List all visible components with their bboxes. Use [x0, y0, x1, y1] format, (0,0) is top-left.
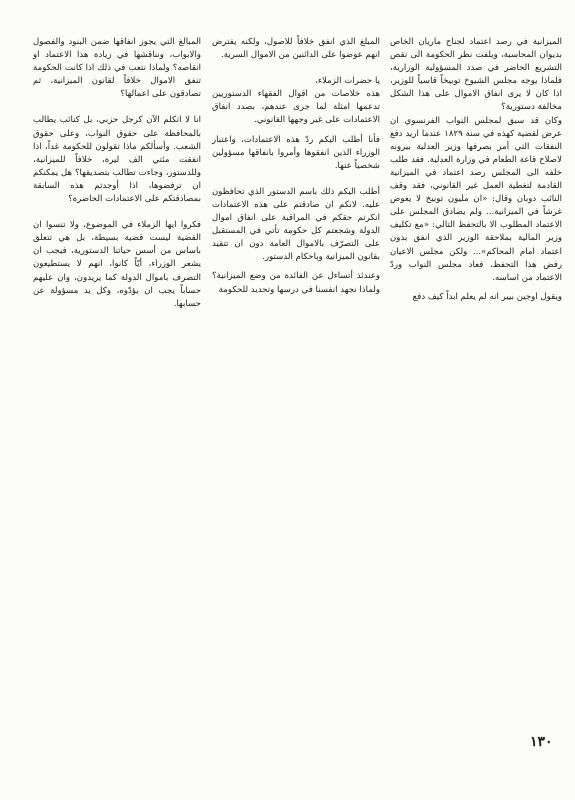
paragraph: فأنا أطلب اليكم ردّ هذه الاعتمادات، واعتبار الوزراء الذين انفقوها وأمروا بانفاقها مسؤولين شخصياً عنها. — [212, 134, 380, 171]
paragraph: انا لا اتكلم الآن كرجل حزبي، بل كنائب يطالب بالمحافظة على حقوق النواب، وعلى حقوق الشعب. وأسألكم ماذا تقولون للحكومة غداً، اذا انفقت مئتي الف ليرة، خلافاً للميزانية، وللدستور، وجاءت تطالب بتصديقها؟ هل يمكنكم ان ترفضوها، اذا أوجدتم هذه السابقة بمصادقتكم على الاعتمادات الحاضرة؟ — [33, 115, 201, 205]
paragraph: وعندئذ أتساءل عن الفائدة من وضع الميزانية؟ ولماذا نجهد انفسنا في درسها وتحديد للحكومة — [212, 271, 380, 295]
paragraph: أطلب اليكم ذلك باسم الدستور الذي تحافظون عليه. لانكم ان صادقتم على هذه الاعتمادات انكرتم حقكم في المراقبة على انفاق اموال الدولة وشجعتم كل حكومة تأتي في المستقبل على التصرّف بالاموال العامة دون ان تتقيد بقانون الميزانية وباحكام الدستور. — [212, 186, 380, 263]
text-column-right — [390, 36, 562, 304]
text-column-left — [33, 36, 201, 311]
salutation: يا حضرات الزملاء، — [315, 76, 380, 87]
paragraph: وكان قد سبق لمجلس النواب الفرنسوي ان عرض لقضية كهذه في سنة ١٨٢٩ عندما اريد دفع النفقات التي أمر بصرفها وزير العدلية بيرونه لاصلاح قاعة الطعام في وزارة العدلية. فقد طلب خلفه الى المجلس رصد اعتماد في الميزانية القادمة لتغطية العمل غير القانوني، فقد وقف النائب دوبان وقال: «ان مليون توبيخ لا يعوض غرشاً في الميزانية... ولم يصادق المجلس على الاعتماد المطلوب الا بالتحفظ التالي: «مع تكليف وزير المالية بملاحقة الوزير الذي انفق بدون اعتماد امام المحاكم»... ولكن مجلس الاعيان رفض هذا التحفظ، فعاد مجلس النواب وردّ الاعتماد من اساسه. — [390, 115, 562, 283]
text-column-middle — [212, 36, 380, 297]
paragraph: الميزانية في رصد اعتماد لجناح ماريان الخاص بديوان المحاسبة، ويلفت نظر الحكومة الى نقص التشريع الحاضر في صدد المسؤولية الوزارية، فلماذا يوجه مجلس الشيوخ توبيخاً قاسياً للوزير، اذا كان لا يرى انفاق الاموال على هذا الشكل مخالفة دستورية؟ — [390, 37, 562, 113]
paragraph: فكروا ايها الزملاء في الموضوع، ولا تنسوا ان القضية ليست قضية بسيطة، بل هي تتعلق باساس من أسس حياتنا الدستورية، فيجب ان يشعر الوزراء، أيّاً كانوا، انهم لا يستطيعون التصرف باموال الدولة كما يريدون، وان عليهم حساباً يجب ان يؤدّوه، وكل يد مسؤولة عن حسابها. — [33, 220, 201, 309]
paragraph: ويقول اوجين بيير انه لم يعلم ابداً كيف دفع — [412, 291, 562, 302]
paragraph: المبلغ الذي انفق خلافاً للاصول، ولكنه يفترض انهم عوضوا على الدائنين من الاموال السرية. — [212, 37, 380, 61]
paragraph: هذه خلاصات من اقوال الفقهاء الدستوريين تدعمها امثلة لما جرى عندهم، بصدد انفاق الاعتمادات على غير وجهها القانوني. — [212, 89, 380, 126]
page-number: ١٣٠ — [530, 734, 553, 750]
paragraph: المبالغ التي يجوز انفاقها ضمن البنود والفصول والابواب، ونناقشها في زيادة هذا الاعتماد او انقاصه؟ ولماذا نتعب في ذلك اذا كانت الحكومة تنفق الاموال خلافاً لقانون الميزانية، ثم تصادقون على اعمالها؟ — [33, 37, 201, 100]
